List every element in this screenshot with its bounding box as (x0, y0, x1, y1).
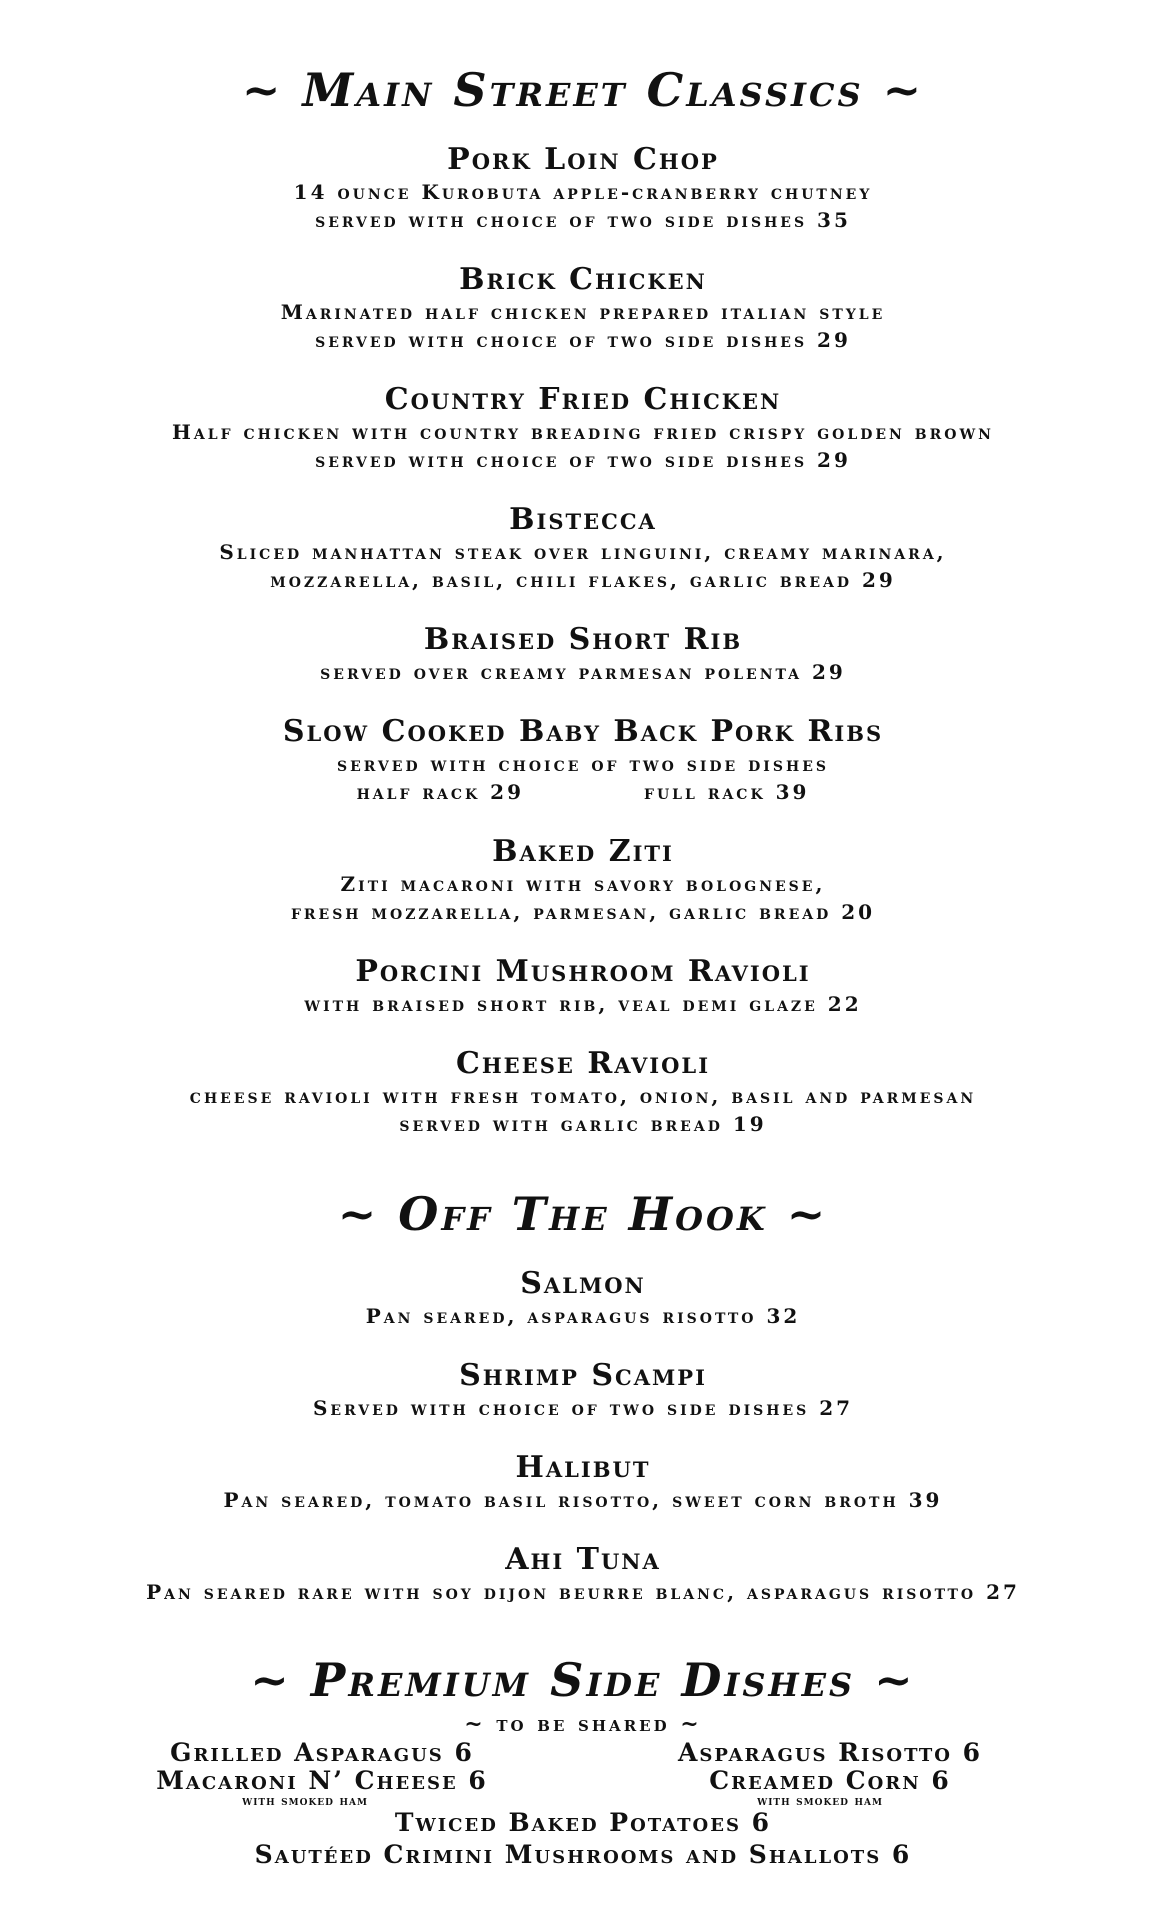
side-macaroni-n-cheese: Macaroni N’ Cheese 6 (156, 1766, 488, 1795)
item-name: Porcini Mushroom Ravioli (355, 954, 811, 989)
item-name: Bistecca (509, 502, 657, 537)
side-note-smoked-ham: with smoked ham (242, 1794, 368, 1809)
menu-item-halibut (0, 1450, 1166, 1514)
menu-item-brick-chicken (0, 262, 1166, 354)
side-note-smoked-ham: with smoked ham (757, 1794, 883, 1809)
menu-item-country-fried-chicken (0, 382, 1166, 474)
item-description: fresh mozzarella, parmesan, garlic bread 20 (290, 900, 876, 924)
menu-item-cheese-ravioli (0, 1046, 1166, 1138)
menu-item-baked-ziti (0, 834, 1166, 926)
menu-item-salmon (0, 1266, 1166, 1330)
item-name: Pork Loin Chop (447, 142, 719, 177)
half-rack-price: half rack 29 (356, 780, 525, 804)
item-description: Sliced manhattan steak over linguini, creamy marinara, (219, 540, 947, 564)
menu-item-braised-short-rib (0, 622, 1166, 686)
menu-item-bistecca (0, 502, 1166, 594)
rib-options (0, 778, 1166, 806)
item-description: mozzarella, basil, chili flakes, garlic bread 29 (270, 568, 896, 592)
side-asparagus-risotto: Asparagus Risotto 6 (677, 1738, 983, 1767)
item-description: served with choice of two side dishes 29 (315, 328, 851, 352)
item-description: Half chicken with country breading fried crispy golden brown (172, 420, 994, 444)
item-description: served with garlic bread 19 (399, 1112, 767, 1136)
item-description: cheese ravioli with fresh tomato, onion, basil and parmesan (189, 1084, 977, 1108)
item-name: Braised Short Rib (423, 622, 743, 657)
sides-subtitle: ~ to be shared ~ (464, 1711, 702, 1737)
side-twice-baked-potatoes: Twiced Baked Potatoes 6 (394, 1808, 772, 1837)
item-description: Pan seared, tomato basil risotto, sweet corn broth 39 (223, 1488, 943, 1512)
section-title-main-street-classics: ~ Main Street Classics ~ (241, 63, 925, 117)
item-description: Ziti macaroni with savory bolognese, (340, 872, 826, 896)
item-description: Pan seared rare with soy dijon beurre blanc, asparagus risotto 27 (146, 1580, 1020, 1604)
item-description: Pan seared, asparagus risotto 32 (365, 1304, 801, 1328)
side-sauteed-crimini-mushrooms: Sautéed Crimini Mushrooms and Shallots 6 (254, 1840, 912, 1869)
menu-item-porcini-mushroom-ravioli (0, 954, 1166, 1018)
side-grilled-asparagus: Grilled Asparagus 6 (170, 1738, 474, 1767)
menu-item-baby-back-ribs (0, 714, 1166, 806)
item-name: Baked Ziti (492, 834, 674, 869)
item-name: Country Fried Chicken (384, 382, 782, 417)
item-description: served with choice of two side dishes 29 (315, 448, 851, 472)
menu-item-shrimp-scampi (0, 1358, 1166, 1422)
item-description: Marinated half chicken prepared italian style (280, 300, 886, 324)
section-title-off-the-hook: ~ Off The Hook ~ (337, 1187, 829, 1241)
item-description: with braised short rib, veal demi glaze 22 (304, 992, 862, 1016)
item-name: Shrimp Scampi (459, 1358, 707, 1393)
item-name: Ahi Tuna (505, 1542, 661, 1577)
item-name: Halibut (515, 1450, 651, 1485)
item-name: Cheese Ravioli (455, 1046, 711, 1081)
item-description: served over creamy parmesan polenta 29 (320, 660, 846, 684)
item-description: 14 ounce Kurobuta apple-cranberry chutney (293, 180, 873, 204)
item-description: Served with choice of two side dishes 27 (312, 1396, 854, 1420)
item-name: Salmon (520, 1266, 646, 1301)
item-description: served with choice of two side dishes 35 (315, 208, 851, 232)
item-name: Slow Cooked Baby Back Pork Ribs (282, 714, 884, 749)
side-creamed-corn: Creamed Corn 6 (709, 1766, 951, 1795)
menu-item-pork-loin-chop (0, 142, 1166, 234)
item-description: served with choice of two side dishes (337, 752, 829, 776)
full-rack-price: full rack 39 (644, 780, 810, 804)
section-title-premium-side-dishes: ~ Premium Side Dishes ~ (250, 1653, 916, 1707)
menu-item-ahi-tuna (0, 1542, 1166, 1606)
item-name: Brick Chicken (459, 262, 707, 297)
